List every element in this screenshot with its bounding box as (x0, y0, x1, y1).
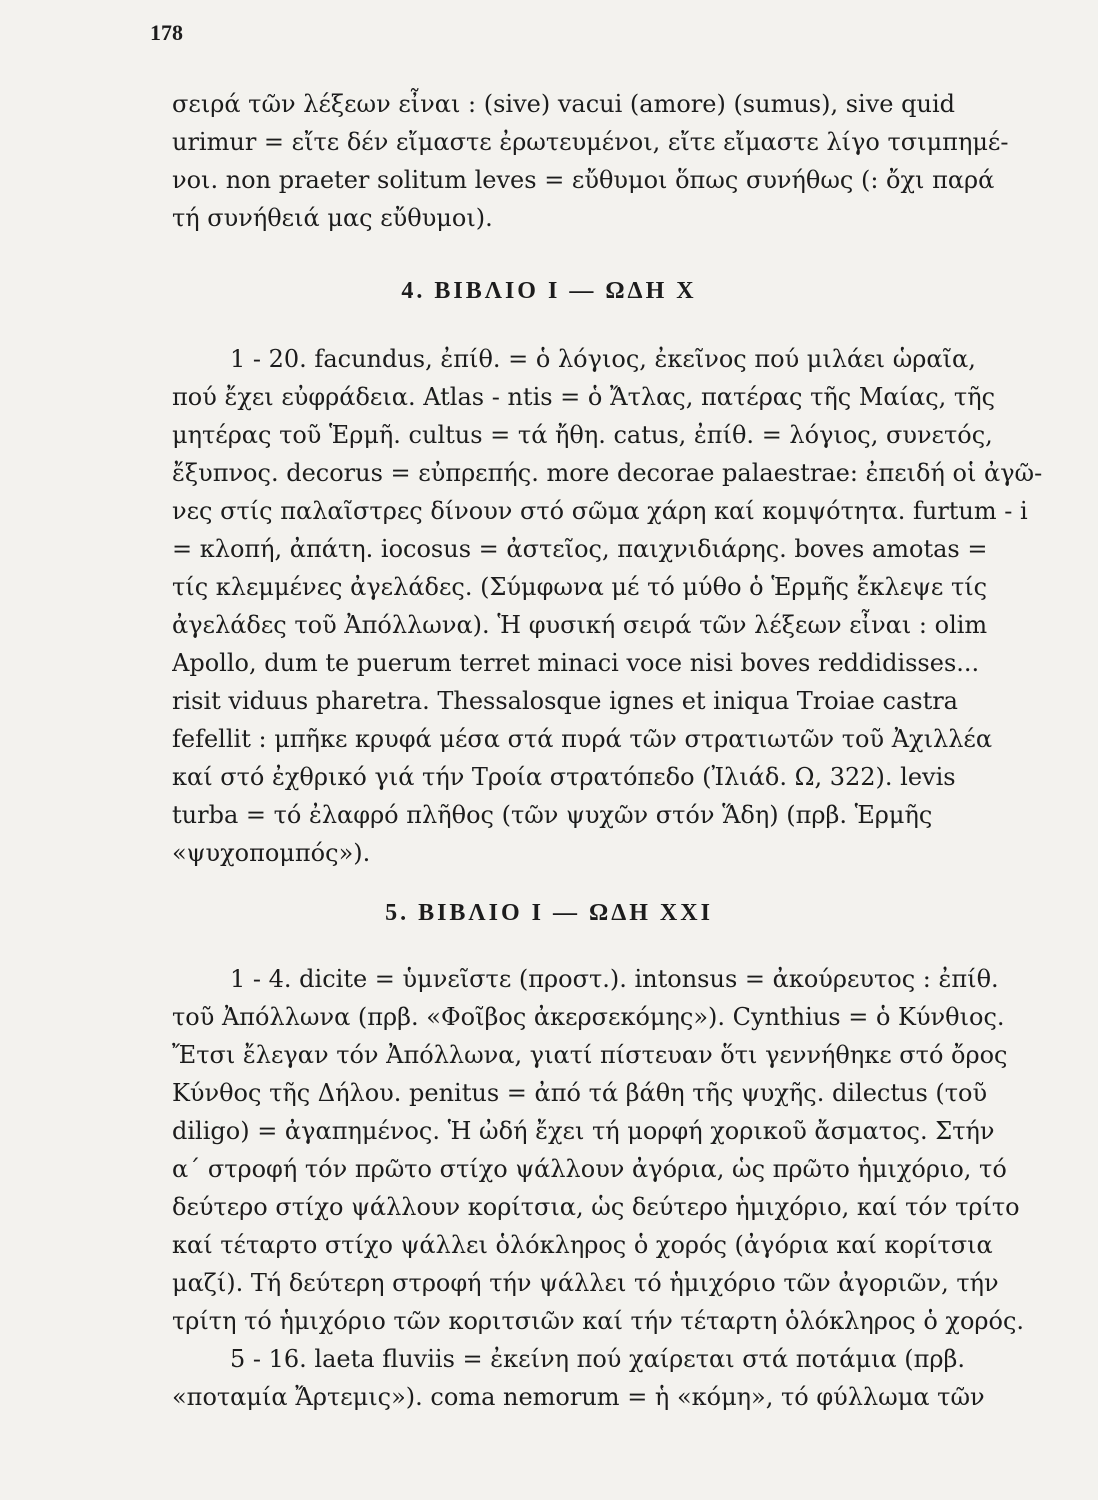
text-line: τή συνήθειά μας εὔθυμοι). (172, 204, 493, 232)
text-line: πού ἔχει εὐφράδεια. Atlas - ntis = ὁ Ἄτλας, πατέρας τῆς Μαίας, τῆς (172, 383, 996, 411)
text-line: σειρά τῶν λέξεων εἶναι : (sive) vacui (amore) (sumus), sive quid (172, 90, 955, 118)
text-line: «ποταμία Ἄρτεμις»). coma nemorum = ἡ «κόμη», τό φύλλωμα τῶν (172, 1383, 985, 1411)
section-body-ode-xxi (172, 960, 1044, 1416)
text-line: Ἔτσι ἔλεγαν τόν Ἀπόλλωνα, γιατί πίστευαν ὅτι γεννήθηκε στό ὄρος (172, 1041, 1008, 1069)
text-line: μαζί). Τή δεύτερη στροφή τήν ψάλλει τό ἡμιχόριο τῶν ἀγοριῶν, τήν (172, 1269, 999, 1297)
text-line: Apollo, dum te puerum terret minaci voce nisi boves reddidisses... (172, 649, 980, 677)
text-line: τοῦ Ἀπόλλωνα (πρβ. «Φοῖβος ἀκερσεκόμης»). Cynthius = ὁ Κύνθιος. (172, 1003, 1005, 1031)
section-heading-ode-x: 4. ΒΙΒΛΙΟ Ι — ΩΔΗ Χ (401, 278, 697, 304)
section-body-ode-x (172, 340, 1044, 872)
page-number: 178 (150, 20, 183, 45)
section-heading-ode-xxi: 5. ΒΙΒΛΙΟ Ι — ΩΔΗ ΧΧΙ (385, 900, 713, 926)
text-line: δεύτερο στίχο ψάλλουν κορίτσια, ὡς δεύτερο ἡμιχόριο, καί τόν τρίτο (172, 1193, 1020, 1221)
text-line: τίς κλεμμένες ἀγελάδες. (Σύμφωνα μέ τό μύθο ὁ Ἑρμῆς ἔκλεψε τίς (172, 573, 988, 601)
text-line: 5 - 16. laeta fluviis = ἐκείνη πού χαίρεται στά ποτάμια (πρβ. (230, 1345, 966, 1373)
text-line: καί τέταρτο στίχο ψάλλει ὁλόκληρος ὁ χορός (ἀγόρια καί κορίτσια (172, 1231, 993, 1259)
text-line: τρίτη τό ἡμιχόριο τῶν κοριτσιῶν καί τήν τέταρτη ὁλόκληρος ὁ χορός. (172, 1307, 1025, 1335)
text-line: μητέρας τοῦ Ἑρμῆ. cultus = τά ἤθη. catus, ἐπίθ. = λόγιος, συνετός, (172, 421, 993, 449)
text-line: 1 - 4. dicite = ὑμνεῖστε (προστ.). intonsus = ἀκούρευτος : ἐπίθ. (230, 965, 999, 993)
text-line: diligo) = ἀγαπημένος. Ἡ ὠδή ἔχει τή μορφή χορικοῦ ἄσματος. Στήν (172, 1117, 995, 1145)
text-line: turba = τό ἐλαφρό πλῆθος (τῶν ψυχῶν στόν Ἅδη) (πρβ. Ἑρμῆς (172, 801, 933, 829)
text-line: 1 - 20. facundus, ἐπίθ. = ὁ λόγιος, ἐκεῖνος πού μιλάει ὡραῖα, (230, 345, 976, 373)
text-line: urimur = εἴτε δέν εἴμαστε ἐρωτευμένοι, εἴτε εἴμαστε λίγο τσιμπημέ- (172, 128, 1009, 156)
text-line: καί στό ἐχθρικό γιά τήν Τροία στρατόπεδο (Ἰλιάδ. Ω, 322). levis (172, 763, 956, 791)
text-line: ἀγελάδες τοῦ Ἀπόλλωνα). Ἡ φυσική σειρά τῶν λέξεων εἶναι : olim (172, 611, 988, 639)
text-line: νες στίς παλαῖστρες δίνουν στό σῶμα χάρη καί κομψότητα. furtum - i (172, 497, 1028, 525)
text-line: «ψυχοπομπός»). (172, 839, 371, 867)
text-line: = κλοπή, ἀπάτη. iocosus = ἀστεῖος, παιχνιδιάρης. boves amotas = (172, 535, 988, 563)
text-line: α΄ στροφή τόν πρῶτο στίχο ψάλλουν ἀγόρια, ὡς πρῶτο ἡμιχόριο, τό (172, 1155, 1007, 1183)
text-line: Κύνθος τῆς Δήλου. penitus = ἀπό τά βάθη τῆς ψυχῆς. dilectus (τοῦ (172, 1079, 988, 1107)
text-line: fefellit : μπῆκε κρυφά μέσα στά πυρά τῶν στρατιωτῶν τοῦ Ἀχιλλέα (172, 725, 993, 753)
text-line: risit viduus pharetra. Thessalosque ignes et iniqua Troiae castra (172, 687, 958, 715)
text-line: νοι. non praeter solitum leves = εὔθυμοι ὅπως συνήθως (: ὄχι παρά (172, 166, 995, 194)
intro-paragraph (172, 85, 1044, 237)
text-line: ἔξυπνος. decorus = εὐπρεπής. more decorae palaestrae: ἐπειδή οἱ ἀγῶ- (172, 459, 1043, 487)
